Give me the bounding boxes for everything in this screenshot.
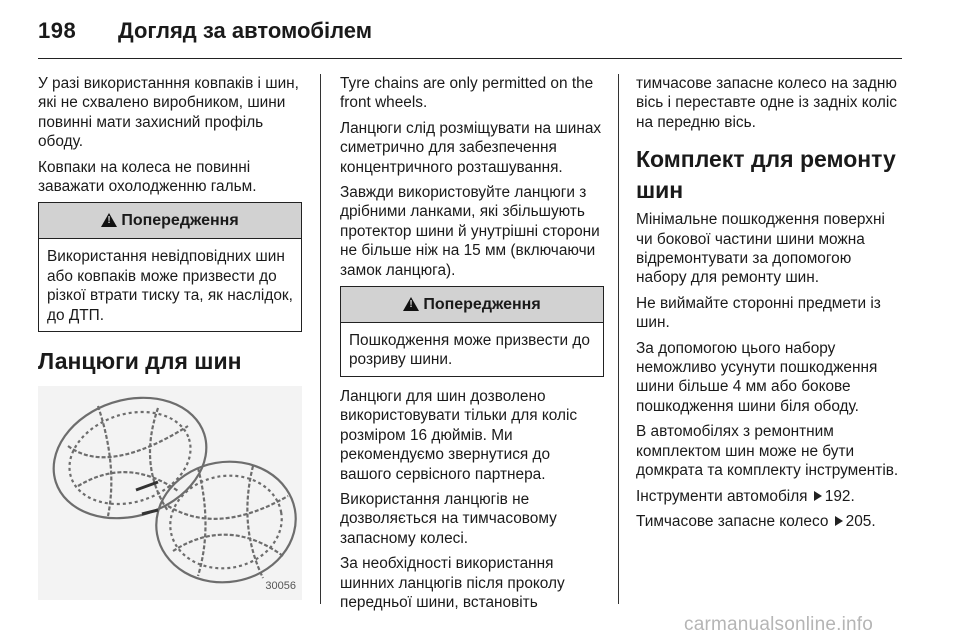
warning-header — [341, 287, 603, 323]
paragraph: тимчасове запасне колесо на задню вісь і переставте одне із задніх коліс на передню вісь. — [636, 75, 897, 131]
paragraph: За допомогою цього набору неможливо усунути пошкодження шини більше 4 мм або бокове пошкодження шини біля ободу. — [636, 339, 878, 415]
paragraph: Ковпаки на колеса не повинні заважати охолодженню гальм. — [38, 158, 257, 196]
paragraph: Ланцюги для шин дозволено використовувати тільки для коліс розміром 16 дюймів. Ми рекомендуємо звернутися до вашого сервісного партнера. — [340, 387, 578, 483]
page-reference-arrow-icon — [835, 516, 843, 526]
column-divider — [618, 74, 619, 604]
figure-number: 30056 — [265, 579, 296, 592]
paragraph: За необхідності використання шинних ланцюгів після проколу передньої шини, встановіть — [340, 555, 565, 611]
paragraph: У разі використанння ковпаків і шин, які не схвалено виробником, шини повинні мати захисний профіль ободу. — [38, 75, 299, 151]
paragraph: В автомобілях з ремонтним комплектом шин може не бути домкрата та комплекту інструментів. — [636, 423, 899, 480]
cross-reference-spare-wheel[interactable] — [636, 512, 904, 531]
column-2 — [340, 74, 604, 618]
paragraph: Завжди використовуйте ланцюги з дрібними ланками, які збільшують протектор шини й унутрішні сторони не більше ніж на 15 мм (включаючи замок ланцюга). — [340, 184, 600, 279]
warning-title: Попередження — [423, 296, 541, 314]
column-3 — [636, 74, 904, 537]
reference-text: Тимчасове запасне колесо — [636, 512, 829, 530]
paragraph: Ланцюги слід розміщувати на шинах симетрично для забезпечення концентричного розташування. — [340, 119, 602, 176]
watermark: carmanualsonline.info — [684, 614, 874, 635]
warning-box — [340, 286, 604, 377]
reference-text: Інструменти автомобіля — [636, 487, 808, 505]
page-number: 198 — [38, 18, 77, 43]
page-header — [38, 18, 900, 58]
paragraph: Використання ланцюгів не дозволяється на тимчасовому запасному колесі. — [340, 490, 557, 547]
section-title-tyre-chains: Ланцюги для шин — [38, 348, 242, 375]
reference-page[interactable]: 192. — [824, 487, 855, 505]
column-1 — [38, 74, 302, 600]
header-divider — [38, 58, 902, 59]
cross-reference-tools[interactable] — [636, 487, 904, 506]
paragraph: Мінімальне пошкодження поверхні чи бокової частини шини можна відремонтувати за допомогою набору для ремонту шин. — [636, 211, 885, 287]
tyre-chains-illustration — [38, 386, 302, 600]
warning-header — [39, 203, 301, 239]
tyre-chains-drawing — [38, 386, 302, 600]
reference-page[interactable]: 205. — [845, 512, 876, 530]
section-title-tyre-repair-kit: Комплект для ремонту шин — [636, 146, 896, 204]
column-divider — [320, 74, 321, 604]
warning-triangle-icon — [101, 213, 117, 227]
paragraph: Tyre chains are only permitted on the front wheels. — [340, 75, 594, 112]
warning-box — [38, 202, 302, 332]
warning-text: Використання невідповідних шин або ковпаків може призвести до різкої втрати тиску та, як наслідок, до ДТП. — [47, 248, 293, 324]
warning-title: Попередження — [121, 212, 239, 230]
paragraph: Не виймайте сторонні предмети із шин. — [636, 294, 881, 332]
warning-triangle-icon — [403, 297, 419, 311]
page-title: Догляд за автомобілем — [118, 18, 373, 43]
page-reference-arrow-icon — [814, 491, 822, 501]
warning-text: Пошкодження може призвести до розриву шини. — [349, 332, 590, 369]
